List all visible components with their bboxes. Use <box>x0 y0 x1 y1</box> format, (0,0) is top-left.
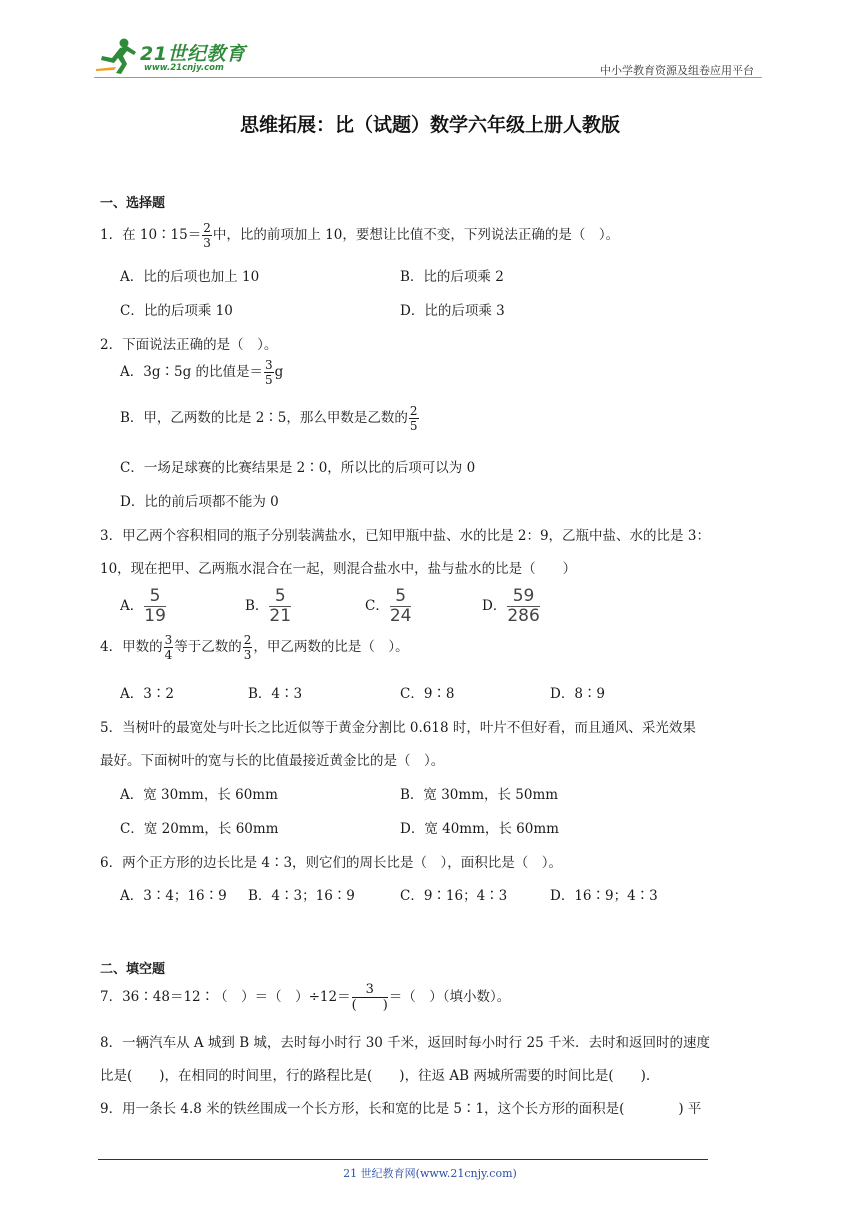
q2-option-d[interactable]: D．比的前后项都不能为 0 <box>120 494 279 510</box>
page-title: 思维拓展：比（试题）数学六年级上册人教版 <box>239 114 620 136</box>
section-heading-fill-blank: 二、填空题 <box>100 962 166 977</box>
question-7 <box>100 983 510 1012</box>
q6-option-b[interactable]: B．4∶3；16∶9 <box>248 888 355 904</box>
question-3-line-2: 10，现在把甲、乙两瓶水混合在一起，则混合盐水中，盐与盐水的比是（ ） <box>100 561 577 577</box>
q1-stem-pre: 1．在 10∶15＝ <box>100 227 202 243</box>
frac-numerator: 59 <box>507 588 539 607</box>
q4-stem-post: ，甲乙两数的比是（ ）。 <box>253 639 409 655</box>
q5-option-c[interactable]: C．宽 20mm，长 60mm <box>120 821 279 837</box>
q3-b-fraction <box>269 588 291 625</box>
q4-fraction-1 <box>164 634 174 661</box>
frac-numerator: 5 <box>390 588 412 607</box>
q5-option-a[interactable]: A．宽 30mm，长 60mm <box>120 787 278 803</box>
logo-text: 21世纪教育 <box>140 43 246 65</box>
q4-fraction-2 <box>243 634 253 661</box>
q2-b-pre: B．甲，乙两数的比是 2∶5，那么甲数是乙数的 <box>120 410 408 426</box>
question-5-line-2: 最好。下面树叶的宽与长的比值最接近黄金比的是（ ）。 <box>100 753 445 769</box>
q2-a-post: g <box>274 364 284 380</box>
q6-option-d[interactable]: D．16∶9；4∶3 <box>550 888 658 904</box>
q2-option-a[interactable] <box>120 359 283 386</box>
frac-numerator: 2 <box>203 221 211 235</box>
q1-option-a[interactable]: A．比的后项也加上 10 <box>120 269 260 285</box>
frac-numerator: 2 <box>409 404 418 418</box>
q1-stem-post: 中，比的前项加上 10，要想让比值不变，下列说法正确的是（ ）。 <box>212 227 620 243</box>
footer-divider <box>98 1159 708 1160</box>
q4-option-d[interactable]: D．8∶9 <box>550 686 606 702</box>
question-9-line-1: 9．用一条长 4.8 米的铁丝围成一个长方形，长和宽的比是 5∶1，这个长方形的面积是( ) 平 <box>100 1101 702 1117</box>
q6-option-a[interactable]: A．3∶4；16∶9 <box>120 888 227 904</box>
option-label: B． <box>245 598 269 614</box>
question-5-line-1: 5．当树叶的最宽处与叶长之比近似等于黄金分割比 0.618 时，叶片不但好看，而且通风、采光效果 <box>100 720 696 736</box>
option-label: D． <box>482 598 507 614</box>
q1-option-d[interactable]: D．比的后项乘 3 <box>400 303 505 319</box>
option-label: A． <box>120 598 144 614</box>
q4-option-b[interactable]: B．4∶3 <box>248 686 303 702</box>
q5-option-b[interactable]: B．宽 30mm，长 50mm <box>400 787 559 803</box>
q2-option-b[interactable] <box>120 405 420 432</box>
section-heading-choice: 一、选择题 <box>100 196 166 211</box>
q7-stem-pre: 7．36∶48＝12∶（ ）＝（ ）÷12＝ <box>100 989 351 1005</box>
question-6: 6．两个正方形的边长比是 4∶3，则它们的周长比是（ ），面积比是（ ）。 <box>100 855 563 871</box>
q4-stem-mid: 等于乙数的 <box>174 639 242 655</box>
site-logo <box>94 36 264 76</box>
q3-option-d[interactable] <box>482 588 541 625</box>
frac-numerator: 3 <box>265 358 273 372</box>
runner-logo-icon <box>94 36 140 76</box>
logo-url: www.21cnjy.com <box>144 63 224 73</box>
frac-denominator: 5 <box>409 419 418 433</box>
question-8-line-2: 比是( )，在相同的时间里，行的路程比是( )，往返 AB 两城所需要的时间比是( ). <box>100 1068 651 1084</box>
q3-d-fraction <box>507 588 539 625</box>
frac-denominator: 286 <box>507 606 540 626</box>
frac-denominator-blank[interactable]: ( ) <box>351 998 388 1013</box>
q3-option-b[interactable] <box>245 588 292 625</box>
question-2: 2．下面说法正确的是（ ）。 <box>100 337 278 353</box>
q7-stem-post: ＝（ ）（填小数）。 <box>388 989 511 1005</box>
q1-fraction <box>202 222 212 249</box>
q1-option-c[interactable]: C．比的后项乘 10 <box>120 303 233 319</box>
question-3-line-1: 3．甲乙两个容积相同的瓶子分别装满盐水，已知甲瓶中盐、水的比是 2：9，乙瓶中盐、水的比是 3： <box>100 528 710 544</box>
frac-denominator: 24 <box>389 606 412 626</box>
q2-option-c[interactable]: C．一场足球赛的比赛结果是 2∶0，所以比的后项可以为 0 <box>120 460 476 476</box>
footer-link[interactable]: 21 世纪教育网(www.21cnjy.com) <box>343 1167 517 1180</box>
q7-fraction <box>352 983 388 1012</box>
q3-c-fraction <box>390 588 412 625</box>
option-label: C． <box>365 598 389 614</box>
frac-numerator: 2 <box>243 633 252 647</box>
q2-a-pre: A．3g∶5g 的比值是＝ <box>120 364 264 380</box>
frac-denominator: 5 <box>265 373 273 387</box>
header-divider <box>94 77 762 78</box>
frac-denominator: 3 <box>243 648 252 662</box>
q4-option-c[interactable]: C．9∶8 <box>400 686 455 702</box>
q3-option-c[interactable] <box>365 588 412 625</box>
q2-b-fraction <box>409 405 419 432</box>
q3-a-fraction <box>144 588 166 625</box>
question-1 <box>100 222 619 249</box>
q1-option-b[interactable]: B．比的后项乘 2 <box>400 269 504 285</box>
platform-caption: 中小学教育资源及组卷应用平台 <box>600 64 754 77</box>
frac-denominator: 4 <box>164 648 173 662</box>
q2-a-fraction <box>264 359 274 386</box>
frac-numerator: 3 <box>352 983 388 998</box>
frac-denominator: 3 <box>203 236 211 250</box>
q4-stem-pre: 4．甲数的 <box>100 639 163 655</box>
q5-option-d[interactable]: D．宽 40mm，长 60mm <box>400 821 559 837</box>
frac-numerator: 3 <box>164 633 173 647</box>
frac-denominator: 21 <box>269 606 292 626</box>
frac-numerator: 5 <box>269 588 291 607</box>
q3-option-a[interactable] <box>120 588 167 625</box>
q6-option-c[interactable]: C．9∶16；4∶3 <box>400 888 508 904</box>
q4-option-a[interactable]: A．3∶2 <box>120 686 174 702</box>
question-8-line-1: 8．一辆汽车从 A 城到 B 城，去时每小时行 30 千米，返回时每小时行 25 千米．去时和返回时的速度 <box>100 1035 710 1051</box>
frac-numerator: 5 <box>144 588 166 607</box>
frac-denominator: 19 <box>144 606 166 626</box>
question-4 <box>100 634 409 661</box>
